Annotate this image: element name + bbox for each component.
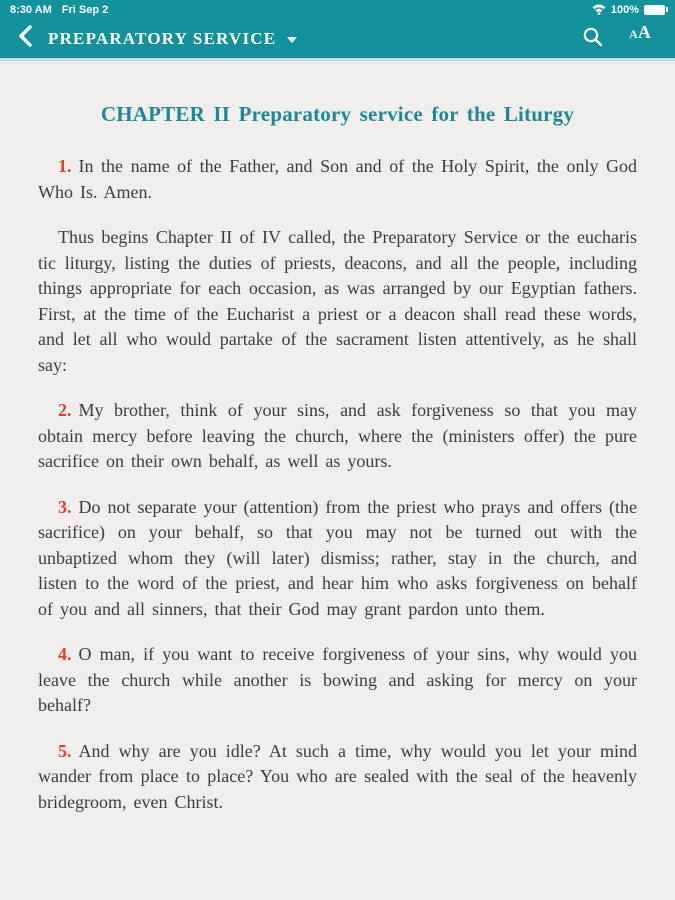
verse-paragraph	[38, 642, 637, 719]
verse-paragraph	[38, 398, 637, 475]
body-paragraph	[38, 225, 637, 378]
font-size-icon: A	[629, 26, 638, 41]
verse-number: 2.	[58, 400, 72, 420]
search-icon	[582, 26, 603, 52]
header-title: PREPARATORY SERVICE	[48, 28, 277, 48]
verse-text: And why are you idle? At such a time, why would you let your mind wander from place to place? You who are sealed with the seal of the heavenly bridegroom, even Christ.	[38, 740, 637, 812]
verse-number: 1.	[58, 156, 72, 176]
verse-text: O man, if you want to receive forgiveness of your sins, why would you leave the church while another is bowing and asking for mercy on your behalf?	[38, 644, 637, 715]
status-time: 8:30 AM	[10, 3, 52, 16]
battery-percent: 100%	[610, 3, 639, 16]
status-date: Fri Sep 2	[61, 3, 109, 16]
battery-icon	[644, 5, 665, 15]
verse-paragraph	[38, 495, 637, 623]
wifi-icon	[592, 4, 606, 15]
back-button[interactable]	[18, 25, 32, 52]
chevron-down-icon	[287, 37, 297, 43]
verse-number: 4.	[58, 644, 72, 664]
verse-paragraph	[38, 154, 637, 205]
status-bar	[0, 0, 675, 19]
reading-pane	[0, 102, 675, 815]
verse-paragraph	[38, 739, 637, 816]
chapter-heading: CHAPTER II Preparatory service for the Liturgy	[100, 102, 575, 126]
back-chevron-icon	[18, 25, 32, 52]
verse-text: In the name of the Father, and Son and of the Holy Spirit, the only God Who Is. Amen.	[38, 156, 637, 202]
font-size-button[interactable]: A A	[629, 21, 651, 42]
app-header	[0, 19, 675, 61]
verse-text: Thus begins Chapter II of IV called, the Preparatory Service or the eucharis tic liturgy, listing the duties of priests, deacons, and all the people, including things appropriate for each occasion, as was arranged by our Egyptian fathers. First, at the time of the Eucharist a priest or a deacon shall read these words, and let all who would partake of the sacrament listen attentively, as he shall say:	[38, 227, 637, 375]
verse-number: 5.	[58, 740, 72, 761]
verse-number: 3.	[58, 496, 72, 517]
chapter-selector[interactable]	[48, 29, 297, 49]
verse-text: My brother, think of your sins, and ask forgiveness so that you may obtain mercy before leaving the church, where the (ministers offer) the pure sacrifice on their own behalf, as well as yours.	[38, 400, 637, 471]
search-button[interactable]	[575, 22, 609, 56]
verse-text: Do not separate your (attention) from the priest who prays and offers (the sacrifice) on your behalf, so that you may not be turned out with the unbaptized whom they (will later) dismiss; rather, stay in the church, and listen to the word of the priest, and hear him who asks forgiveness on behalf of you and all sinners, that their God may grant pardon unto them.	[38, 496, 638, 619]
